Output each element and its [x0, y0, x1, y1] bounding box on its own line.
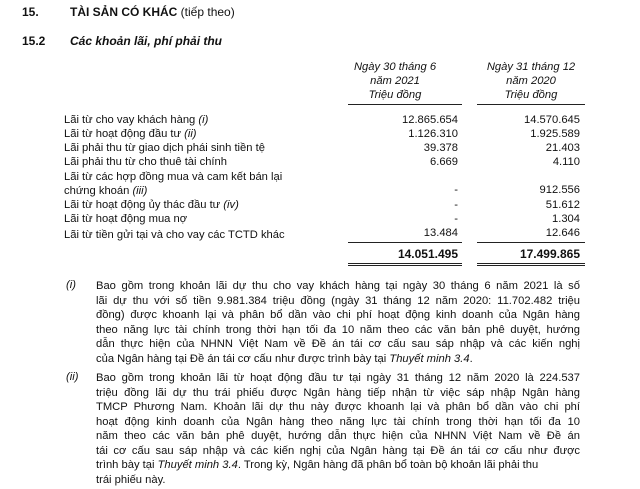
note-ii-line7-pre: trình bày tại [96, 459, 158, 471]
row-value-2021: 39.378 [423, 142, 458, 154]
row-label: Lãi từ hoạt động mua nợ [64, 213, 188, 225]
row-value-2021: 6.669 [430, 156, 458, 168]
col2-unit: Triệu đồng [504, 89, 558, 101]
row-value-2020: 1.925.589 [530, 128, 580, 140]
row-value-2020: 4.110 [552, 156, 580, 168]
column-header-2021 [330, 60, 460, 102]
row-value-2020: 12.646 [545, 227, 580, 239]
row-note-ref: (ii) [184, 128, 197, 140]
row-note-ref: (iv) [223, 199, 239, 211]
row-value-2020: 1.304 [552, 213, 580, 225]
row-label: Lãi từ tiền gửi tại và cho vay các TCTD khác [64, 229, 285, 241]
table-row [64, 114, 208, 126]
col2-line1: Ngày 31 tháng 12 [486, 61, 576, 73]
table-row [64, 213, 187, 225]
col2-line2: năm 2020 [506, 75, 556, 87]
row-value-2020: 912.556 [539, 184, 580, 196]
note-ii-line: tái cơ cấu sau sáp nhập và các kiến nghị của Ngân hàng tại Đề án tái cơ cấu như được [96, 444, 580, 457]
row-note-ref: (iii) [132, 185, 148, 197]
note-i-line: theo năng lực tài chính trong thời hạn tối đa 10 năm theo các văn bản phê duyệt, hướng [96, 323, 580, 336]
total-rule-col2-a [477, 263, 585, 264]
row-label: Lãi từ hoạt động ủy thác đầu tư [64, 199, 224, 211]
subsection-title: Các khoản lãi, phí phải thu [70, 34, 223, 48]
row-label-cont: chứng khoán [64, 185, 133, 197]
note-i-line: dẫn thực hiện của NHNN Việt Nam về Đề án tái cơ cấu sau sáp nhập và các kiến nghị [96, 338, 580, 350]
note-ii-line: TMCP Phương Nam. Khoản lãi dự thu này được khoanh lại và phân bổ dần vào chi phí [96, 401, 580, 413]
row-label: Lãi từ hoạt động đầu tư [64, 128, 185, 140]
section-title-suffix: (tiếp theo) [177, 5, 235, 19]
note-ii-paragraph [96, 371, 580, 487]
row-value-2021: 12.865.654 [402, 114, 458, 126]
note-i-paragraph [96, 279, 580, 366]
row-value-2020: 21.403 [545, 142, 580, 154]
total-rule-col1-b [348, 265, 462, 266]
note-ii-line: năm theo các văn bản phê duyệt, hướng dẫn thực hiện của NHNN Việt Nam về Đề án [96, 430, 580, 442]
note-ii-line7-post: . Trong kỳ, Ngân hàng đã phân bổ toàn bộ khoản lãi phải thu [237, 459, 539, 471]
section-number: 15. [22, 5, 39, 19]
subtotal-rule-col1 [348, 242, 462, 243]
col1-line2: năm 2021 [370, 75, 420, 87]
note-i-end: . [469, 352, 473, 365]
row-value-2021: 13.484 [423, 227, 458, 239]
section-title-text: TÀI SẢN CÓ KHÁC [70, 5, 178, 19]
table-row [64, 128, 197, 140]
note-i-line: lãi dự thu với số tiền 9.981.384 triệu đồng (ngày 31 tháng 12 năm 2020: 11.702.482 triệu [96, 294, 580, 307]
note-ii-line [96, 458, 580, 473]
note-i-line-text: của Ngân hàng tại Đề án tái cơ cấu như được trình bày tại [96, 352, 390, 365]
row-value-2021: - [454, 199, 458, 211]
subsection-number: 15.2 [22, 34, 46, 48]
total-rule-col2-b [477, 265, 585, 266]
section-title [70, 5, 235, 19]
row-value-2020: 51.612 [545, 199, 580, 211]
note-ii-line: triệu đồng lãi dự thu trái phiếu được Ngân hàng tiếp nhận từ việc sáp nhập Ngân hàng [96, 386, 580, 399]
header-rule-col2 [477, 104, 585, 105]
header-rule-col1 [348, 104, 462, 105]
note-i-line: đồng) được khoanh lại và phân bổ dần vào chi phí hoạt động kinh doanh của Ngân hàng [96, 309, 580, 321]
total-rule-col1-a [348, 263, 462, 264]
note-i-line [96, 352, 580, 367]
note-marker-ii: (ii) [66, 371, 79, 383]
row-value-2020: 14.570.645 [524, 114, 580, 126]
total-value-2021: 14.051.495 [397, 247, 458, 261]
note-ii-line: trái phiếu này. [96, 473, 166, 486]
row-note-ref: (i) [198, 114, 209, 126]
col1-unit: Triệu đồng [368, 89, 422, 101]
note-i-ref: Thuyết minh 3.4 [389, 352, 470, 365]
table-row [64, 156, 227, 168]
note-ii-line: hoạt động kinh doanh của Ngân hàng theo năng lực tài chính trong thời hạn tối đa 10 [96, 415, 580, 428]
total-value-2020: 17.499.865 [519, 247, 580, 261]
row-label: Lãi phải thu từ giao dịch phái sinh tiền tệ [64, 142, 265, 154]
note-marker-i: (i) [66, 279, 76, 291]
table-row [64, 170, 282, 198]
note-ii-ref: Thuyết minh 3.4 [157, 459, 238, 471]
row-label: Lãi từ các hợp đồng mua và cam kết bán lại [64, 171, 283, 183]
row-label: Lãi từ cho vay khách hàng [64, 114, 199, 126]
column-header-2020 [466, 60, 596, 102]
row-value-2021: - [454, 184, 458, 196]
row-label: Lãi phải thu từ cho thuê tài chính [64, 156, 227, 168]
table-row [64, 142, 265, 154]
row-value-2021: - [454, 213, 458, 225]
subtotal-rule-col2 [477, 242, 585, 243]
table-row [64, 229, 285, 241]
row-value-2021: 1.126.310 [408, 128, 458, 140]
note-i-line: Bao gồm trong khoản lãi dự thu cho vay khách hàng tại ngày 30 tháng 6 năm 2021 là số [96, 280, 580, 292]
col1-line1: Ngày 30 tháng 6 [353, 61, 437, 73]
table-row [64, 199, 239, 211]
note-ii-line: Bao gồm trong khoản lãi từ hoạt động đầu tư tại ngày 31 tháng 12 năm 2020 là 224.537 [96, 372, 580, 384]
